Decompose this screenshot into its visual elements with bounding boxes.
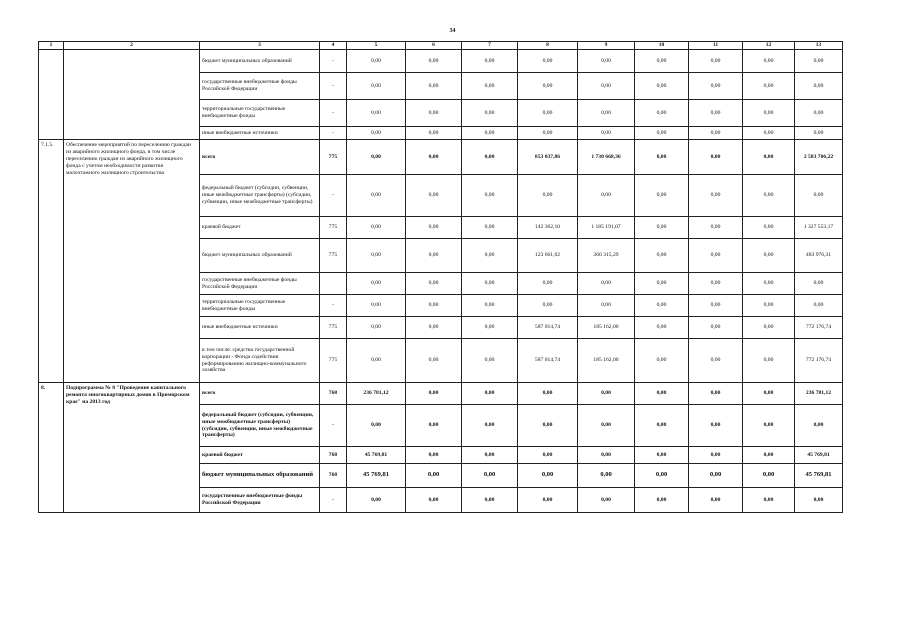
value-cell: 0,00	[689, 295, 743, 317]
value-cell: 0,00	[518, 273, 578, 295]
value-cell: 0,00	[578, 100, 635, 127]
funding-source: в том числе: средства государственной корпорации - Фонда содействия реформированию жилищно-коммунального хозяйства	[200, 339, 320, 383]
table-row	[39, 383, 843, 405]
item-code: 7.1.5.	[39, 140, 64, 383]
header-cell: 4	[320, 42, 347, 50]
value-cell: 0,00	[635, 317, 689, 339]
funding-source: федеральный бюджет (субсидии, субвенции, иные межбюджетные трансферты) (субсидии, субвенции, иные межбюджетные трансферты)	[200, 405, 320, 447]
value-cell: 0,00	[347, 140, 406, 175]
code-cell	[320, 273, 347, 295]
value-cell: 0,00	[743, 73, 795, 100]
value-cell: 0,00	[347, 100, 406, 127]
value-cell: 0,00	[406, 317, 462, 339]
value-cell: 0,00	[462, 100, 518, 127]
value-cell: 0,00	[635, 50, 689, 73]
value-cell: 0,00	[689, 239, 743, 273]
value-cell: 0,00	[406, 239, 462, 273]
value-cell: 0,00	[743, 217, 795, 239]
value-cell: 587 014,74	[518, 339, 578, 383]
value-cell: 0,00	[347, 50, 406, 73]
value-cell: 1 730 668,36	[578, 140, 635, 175]
value-cell: 0,00	[406, 100, 462, 127]
value-cell: 0,00	[462, 295, 518, 317]
value-cell: 0,00	[347, 488, 406, 513]
value-cell: 0,00	[743, 488, 795, 513]
value-cell: 0,00	[635, 295, 689, 317]
value-cell: 0,00	[406, 127, 462, 140]
header-cell: 6	[406, 42, 462, 50]
value-cell: 0,00	[635, 127, 689, 140]
code-cell: -	[320, 50, 347, 73]
value-cell: 0,00	[689, 100, 743, 127]
value-cell: 0,00	[743, 100, 795, 127]
value-cell: 0,00	[578, 50, 635, 73]
funding-source: бюджет муниципальных образований	[200, 464, 320, 488]
table-row	[39, 140, 843, 175]
value-cell: 0,00	[462, 383, 518, 405]
value-cell: 587 014,74	[518, 317, 578, 339]
funding-source: иные внебюджетные источники	[200, 127, 320, 140]
header-cell: 1	[39, 42, 64, 50]
value-cell: 45 769,81	[795, 464, 843, 488]
header-cell: 2	[64, 42, 200, 50]
value-cell: 0,00	[689, 447, 743, 464]
funding-source: федеральный бюджет (субсидии, субвенции, иные межбюджетные трансферты) (субсидии, субвенции, иные межбюджетные трансферты)	[200, 175, 320, 217]
value-cell: 0,00	[406, 447, 462, 464]
header-cell: 3	[200, 42, 320, 50]
value-cell: 0,00	[635, 100, 689, 127]
value-cell: 0,00	[462, 273, 518, 295]
value-cell: 45 769,81	[347, 447, 406, 464]
value-cell: 0,00	[578, 488, 635, 513]
item-description	[64, 50, 200, 140]
value-cell: 0,00	[406, 217, 462, 239]
value-cell: 0,00	[689, 488, 743, 513]
value-cell: 0,00	[406, 73, 462, 100]
value-cell: 0,00	[689, 405, 743, 447]
code-cell: -	[320, 175, 347, 217]
value-cell: 0,00	[518, 100, 578, 127]
value-cell: 0,00	[462, 447, 518, 464]
value-cell: 360 315,29	[578, 239, 635, 273]
value-cell: 236 781,12	[795, 383, 843, 405]
value-cell: 483 976,31	[795, 239, 843, 273]
value-cell: 0,00	[578, 447, 635, 464]
value-cell: 0,00	[347, 239, 406, 273]
value-cell: 185 162,00	[578, 339, 635, 383]
value-cell: 0,00	[462, 140, 518, 175]
value-cell: 0,00	[795, 295, 843, 317]
value-cell: 0,00	[406, 140, 462, 175]
value-cell: 0,00	[795, 488, 843, 513]
value-cell: 0,00	[462, 239, 518, 273]
value-cell: 0,00	[743, 339, 795, 383]
value-cell: 0,00	[635, 175, 689, 217]
item-description: Подпрограмма № 8 "Проведение капитального ремонта многоквартирных домов в Приморском крае" на 2013 год	[64, 383, 200, 513]
value-cell: 0,00	[518, 447, 578, 464]
value-cell: 0,00	[578, 295, 635, 317]
value-cell: 0,00	[743, 127, 795, 140]
value-cell: 0,00	[406, 405, 462, 447]
value-cell: 0,00	[743, 405, 795, 447]
value-cell: 0,00	[795, 100, 843, 127]
value-cell: 0,00	[406, 273, 462, 295]
value-cell: 0,00	[635, 488, 689, 513]
value-cell: 0,00	[462, 217, 518, 239]
value-cell: 0,00	[689, 339, 743, 383]
item-code	[39, 50, 64, 140]
value-cell: 0,00	[462, 175, 518, 217]
value-cell: 0,00	[578, 73, 635, 100]
value-cell: 0,00	[462, 50, 518, 73]
code-cell: 775	[320, 239, 347, 273]
value-cell: 772 176,74	[795, 317, 843, 339]
value-cell: 0,00	[347, 217, 406, 239]
value-cell: 0,00	[795, 175, 843, 217]
value-cell: 0,00	[518, 73, 578, 100]
funding-source: государственные внебюджетные фонды Российской Федерации	[200, 73, 320, 100]
value-cell: 0,00	[347, 317, 406, 339]
code-cell: 775	[320, 317, 347, 339]
value-cell: 0,00	[406, 295, 462, 317]
value-cell: 0,00	[578, 464, 635, 488]
funding-source: государственные внебюджетные фонды Российской Федерации	[200, 488, 320, 513]
value-cell: 0,00	[689, 140, 743, 175]
value-cell: 0,00	[578, 273, 635, 295]
value-cell: 772 176,74	[795, 339, 843, 383]
value-cell: 142 362,10	[518, 217, 578, 239]
code-cell: -	[320, 295, 347, 317]
value-cell: 0,00	[462, 488, 518, 513]
code-cell: 775	[320, 339, 347, 383]
header-cell: 7	[462, 42, 518, 50]
funding-source: бюджет муниципальных образований	[200, 50, 320, 73]
value-cell: 0,00	[743, 50, 795, 73]
value-cell: 0,00	[635, 140, 689, 175]
value-cell: 0,00	[795, 50, 843, 73]
item-code: 8.	[39, 383, 64, 513]
value-cell: 0,00	[689, 383, 743, 405]
value-cell: 1 185 191,07	[578, 217, 635, 239]
header-cell: 11	[689, 42, 743, 50]
header-cell: 13	[795, 42, 843, 50]
value-cell: 0,00	[795, 73, 843, 100]
value-cell: 0,00	[689, 175, 743, 217]
code-cell: 775	[320, 140, 347, 175]
value-cell: 853 037,86	[518, 140, 578, 175]
value-cell: 0,00	[578, 405, 635, 447]
value-cell: 0,00	[689, 273, 743, 295]
value-cell: 0,00	[635, 273, 689, 295]
value-cell: 0,00	[689, 217, 743, 239]
value-cell: 0,00	[347, 175, 406, 217]
code-cell: -	[320, 127, 347, 140]
code-cell: -	[320, 73, 347, 100]
value-cell: 123 661,02	[518, 239, 578, 273]
value-cell: 2 583 706,22	[795, 140, 843, 175]
funding-source: территориальные государственные внебюджетные фонды	[200, 100, 320, 127]
value-cell: 0,00	[635, 447, 689, 464]
funding-source: государственные внебюджетные фонды Российской Федерации	[200, 273, 320, 295]
value-cell: 0,00	[347, 73, 406, 100]
value-cell: 0,00	[743, 140, 795, 175]
code-cell: -	[320, 405, 347, 447]
value-cell: 0,00	[406, 175, 462, 217]
value-cell: 45 769,81	[347, 464, 406, 488]
code-cell: -	[320, 488, 347, 513]
value-cell: 0,00	[462, 127, 518, 140]
value-cell: 0,00	[635, 405, 689, 447]
value-cell: 1 327 553,17	[795, 217, 843, 239]
funding-source: краевой бюджет	[200, 447, 320, 464]
item-description: Обеспечение мероприятий по переселению граждан из аварийного жилищного фонда, в том числе переселению граждан из аварийного жилищного фонда с учетом необходимости развития малоэтажного жилищного строительства	[64, 140, 200, 383]
value-cell: 0,00	[743, 295, 795, 317]
value-cell: 0,00	[743, 239, 795, 273]
value-cell: 185 162,00	[578, 317, 635, 339]
value-cell: 0,00	[689, 73, 743, 100]
funding-source: всего	[200, 140, 320, 175]
value-cell: 0,00	[518, 175, 578, 217]
value-cell: 0,00	[689, 464, 743, 488]
value-cell: 0,00	[347, 339, 406, 383]
value-cell: 0,00	[518, 488, 578, 513]
code-cell: 768	[320, 464, 347, 488]
value-cell: 0,00	[689, 50, 743, 73]
value-cell: 0,00	[635, 339, 689, 383]
funding-source: бюджет муниципальных образований	[200, 239, 320, 273]
value-cell: 0,00	[518, 464, 578, 488]
value-cell: 0,00	[347, 127, 406, 140]
value-cell: 0,00	[743, 464, 795, 488]
value-cell: 0,00	[406, 383, 462, 405]
value-cell: 0,00	[795, 405, 843, 447]
value-cell: 0,00	[743, 175, 795, 217]
value-cell: 0,00	[518, 295, 578, 317]
value-cell: 0,00	[743, 447, 795, 464]
code-cell: 768	[320, 383, 347, 405]
value-cell: 0,00	[578, 127, 635, 140]
value-cell: 0,00	[347, 405, 406, 447]
header-cell: 9	[578, 42, 635, 50]
value-cell: 0,00	[635, 464, 689, 488]
value-cell: 0,00	[462, 339, 518, 383]
page-number: 34	[449, 28, 456, 34]
value-cell: 0,00	[406, 50, 462, 73]
value-cell: 0,00	[578, 175, 635, 217]
value-cell: 0,00	[578, 383, 635, 405]
value-cell: 0,00	[462, 317, 518, 339]
code-cell: 775	[320, 217, 347, 239]
funding-source: всего	[200, 383, 320, 405]
value-cell: 0,00	[518, 50, 578, 73]
table-row	[39, 50, 843, 73]
value-cell: 0,00	[689, 317, 743, 339]
value-cell: 0,00	[406, 339, 462, 383]
value-cell: 0,00	[406, 488, 462, 513]
header-cell: 12	[743, 42, 795, 50]
value-cell: 0,00	[462, 464, 518, 488]
value-cell: 0,00	[462, 73, 518, 100]
value-cell: 0,00	[689, 127, 743, 140]
value-cell: 45 769,81	[795, 447, 843, 464]
code-cell: 768	[320, 447, 347, 464]
value-cell: 0,00	[518, 383, 578, 405]
value-cell: 0,00	[518, 127, 578, 140]
value-cell: 0,00	[795, 273, 843, 295]
funding-source: территориальные государственные внебюджетные фонды	[200, 295, 320, 317]
value-cell: 0,00	[406, 464, 462, 488]
table-header-row	[39, 42, 843, 50]
budget-table	[38, 41, 843, 513]
value-cell: 0,00	[635, 217, 689, 239]
value-cell: 0,00	[635, 383, 689, 405]
value-cell: 0,00	[518, 405, 578, 447]
value-cell: 0,00	[635, 73, 689, 100]
value-cell: 0,00	[743, 273, 795, 295]
header-cell: 10	[635, 42, 689, 50]
code-cell: -	[320, 100, 347, 127]
value-cell: 0,00	[347, 295, 406, 317]
value-cell: 0,00	[743, 317, 795, 339]
funding-source: иные внебюджетные источники	[200, 317, 320, 339]
funding-source: краевой бюджет	[200, 217, 320, 239]
value-cell: 0,00	[743, 383, 795, 405]
header-cell: 8	[518, 42, 578, 50]
value-cell: 0,00	[795, 127, 843, 140]
value-cell: 0,00	[462, 405, 518, 447]
value-cell: 236 781,12	[347, 383, 406, 405]
value-cell: 0,00	[347, 273, 406, 295]
header-cell: 5	[347, 42, 406, 50]
value-cell: 0,00	[635, 239, 689, 273]
